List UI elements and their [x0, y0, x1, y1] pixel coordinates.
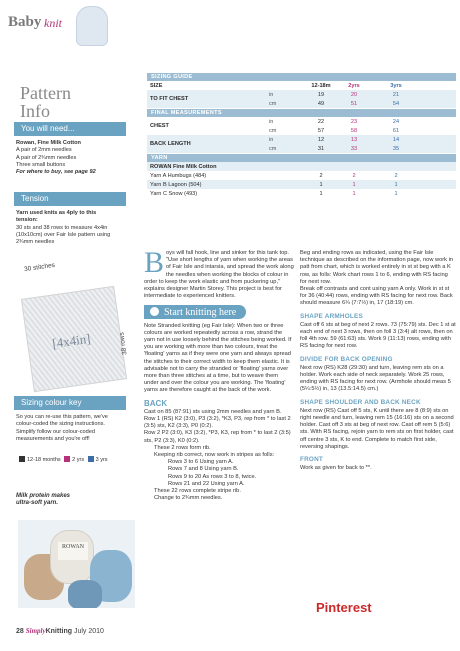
chart-paragraph-2: Break off contrasts and cont using yarn A only. Work in st st for 36 (40:44) rows, ending with RS facing for next row. Back should measure 6¼ (7:7½) in, 17 (18:19) cm.: [300, 286, 453, 307]
cell: in: [269, 91, 274, 98]
table-heading-yarn: YARN: [147, 154, 456, 162]
tension-text: [16, 210, 128, 246]
table-row: [147, 141, 456, 153]
cell: 22: [317, 118, 325, 125]
back-line: Rows 9 to 20 As rows 3 to 8, twice.: [168, 473, 257, 480]
need-item: A pair of 2¾mm needles: [16, 154, 77, 161]
drop-cap: B: [144, 246, 165, 279]
table-heading-final: FINAL MEASUREMENTS: [147, 109, 456, 117]
pattern-title-line2: Info: [20, 101, 50, 121]
cell: Yarn B Lagoon (504): [150, 181, 202, 188]
table-row: [147, 135, 456, 144]
page-footer: [16, 627, 104, 635]
swatch-size-label: [4x4in]: [51, 330, 92, 351]
cell: 54: [392, 100, 400, 107]
cell: 31: [317, 145, 325, 152]
table-row: [147, 81, 456, 90]
issue-date: July 2010: [73, 628, 104, 635]
yarn-band-label: ROWAN: [58, 542, 88, 560]
cell: 2: [394, 172, 398, 179]
cell: 1: [394, 181, 398, 188]
magazine-name: Simply: [25, 627, 46, 635]
tension-heading: Tension: [14, 192, 126, 206]
cell: 33: [350, 145, 358, 152]
size-legend: [17, 456, 108, 463]
legend-label: 3 yrs: [95, 457, 108, 463]
need-item: A pair of 2mm needles: [16, 147, 72, 154]
cell: Yarn C Snow (493): [150, 190, 198, 197]
cell: 20: [350, 91, 358, 98]
cell: 61: [392, 127, 400, 134]
cell: 58: [350, 127, 358, 134]
cell: 2yrs: [348, 82, 360, 89]
cell: 3yrs: [390, 82, 402, 89]
table-row: [147, 90, 456, 99]
table-row: [147, 171, 456, 180]
cell: ROWAN Fine Milk Cotton: [150, 163, 217, 170]
cell: 1: [352, 190, 356, 197]
cell: TO FIT CHEST: [150, 96, 189, 102]
instructions-column-2: [300, 250, 456, 472]
brand-part2: knit: [44, 16, 62, 30]
tension-line: (10x10cm) over Fair Isle pattern using: [16, 231, 111, 238]
cell: 1: [352, 181, 356, 188]
intro-paragraph: [144, 246, 294, 300]
back-line: These 2 rows form rib.: [154, 444, 211, 451]
back-opening-text: Next row (RS) K28 (29:30) and turn, leaving rem sts on a holder. Work each side of neck separately. Work 25 rows, ending with RS facing for next row. (Armhole should meas 5 (5¼:5½) in, 13 (13.5:14.5) cm.): [300, 364, 451, 393]
cell: Yarn A Humbugs (484): [150, 172, 207, 179]
armholes-heading: SHAPE ARMHOLES: [300, 312, 363, 320]
cell: BACK LENGTH: [150, 141, 191, 147]
need-item: Rowan, Fine Milk Cotton: [16, 140, 81, 146]
pinterest-watermark: Pinterest: [316, 600, 372, 615]
chart-paragraph: Beg and ending rows as indicated, using the Fair Isle technique as described on the information page, now work in patt from chart, which is worked entirely in st st beg with a K row, as folls: Work chart rows 1 to 6, ending with RS facing for next row.: [300, 250, 454, 285]
legend-swatch-blue: [88, 456, 94, 462]
back-line: Row 1 (RS) K2 (3:0), P3 (3:2), *K3, P3, rep from * to last 2 (3:5) sts, K2 (3:3), P0 (0:2).: [144, 416, 291, 430]
back-opening-heading: DIVIDE FOR BACK OPENING: [300, 355, 393, 363]
key-line: Simplify follow our colour-coded: [16, 428, 95, 435]
back-line: Change to 2¾mm needles.: [154, 495, 223, 502]
need-list: [16, 140, 128, 176]
cell: 51: [350, 100, 358, 107]
tension-line: 2¾mm needles: [16, 239, 55, 246]
you-will-need-heading: You will need...: [14, 122, 126, 136]
cell: 23: [350, 118, 358, 125]
yarn-ball-dark-blue: [68, 580, 102, 608]
cell: SIZE: [150, 82, 163, 89]
yarn-photo: [18, 520, 135, 608]
brand-logo: [4, 6, 112, 44]
cell: 1: [394, 190, 398, 197]
table-row: [147, 123, 456, 135]
cell: 24: [392, 118, 400, 125]
front-text: Work as given for back to **.: [300, 465, 372, 472]
cell: 19: [317, 91, 325, 98]
magazine-name-2: Knitting: [45, 628, 73, 635]
table-row: [147, 117, 456, 126]
cell: cm: [269, 127, 277, 134]
cell: 14: [392, 136, 400, 143]
cell: 57: [317, 127, 325, 134]
back-line: Row 2 P2 (3:0), K3 (3:2), *P3, K3, rep from * to last 2 (3:5) sts, P2 (3:3), K0 (0:2).: [144, 430, 291, 444]
brand-part1: Baby: [8, 14, 42, 30]
cell: 1: [319, 181, 323, 188]
cell: 1: [319, 190, 323, 197]
cell: 13: [350, 136, 358, 143]
sizing-table: [147, 73, 456, 198]
cell: cm: [269, 145, 277, 152]
swatch-rows-label: 38 rows: [118, 331, 129, 356]
back-line: Cast on 85 (87:91) sts using 2mm needles and yarn B.: [144, 408, 282, 415]
baby-photo: [76, 6, 108, 46]
tension-line: Yarn used knits as 4ply to this: [16, 210, 97, 216]
cell: 35: [392, 145, 400, 152]
back-line: Rows 3 to 6 Using yarn A.: [168, 459, 234, 466]
back-line: Rows 7 and 8 Using yarn B.: [168, 466, 239, 473]
front-heading: FRONT: [300, 456, 324, 464]
key-line: measurements and you're off!: [16, 435, 90, 442]
cell: 49: [317, 100, 325, 107]
intro-text: oys will fall hook, line and sinker for this tank top. "Use short lengths of yarn when working the areas of Fair Isle and intarsia, and spread the work along the needles when working the blocks of colour in order to keep the work elastic and from puckering up," explains designer Martin Storey. This project is best for intermediate to experienced knitters.: [144, 250, 294, 300]
back-line: Keeping rib correct, now work in stripes as folls:: [154, 452, 275, 459]
instructions-column-1: [144, 246, 294, 503]
tension-line: tension:: [16, 217, 38, 224]
cell: 12: [317, 136, 325, 143]
tension-line: 30 sts and 38 rows to measure 4x4in: [16, 224, 108, 231]
tension-swatch: [21, 286, 127, 392]
legend-swatch-pink: [64, 456, 70, 462]
cell: 2: [319, 172, 323, 179]
legend-label: 2 yrs: [72, 457, 85, 463]
back-line: Rows 21 and 22 Using yarn A.: [168, 480, 245, 487]
note-paragraph: Note Stranded knitting (eg Fair Isle): When two or three colours are worked repeatedly across a row, strand the yarn not in use loosely behind the stitches being worked. If you are working with more than two colours, treat the 'floating' yarns as if they were one yarn and always spread the stitches to their correct width to keep them elastic. It is advisable not to carry the stranded or 'floating' yarns over more than three stitches at a time, but to weave them under and over the colour you are working. The 'floating' yarns are therefore caught at the back of the work.: [144, 322, 292, 394]
back-line: These 22 rows complete stripe rib.: [154, 488, 241, 495]
key-line: colour-coded the sizing instructions.: [16, 421, 105, 428]
pattern-title-line1: Pattern: [20, 83, 71, 103]
table-row: [147, 189, 456, 198]
sizing-key-text: [16, 414, 128, 443]
cell: in: [269, 136, 274, 143]
table-heading-sizing: SIZING GUIDE: [147, 73, 456, 81]
table-row: [147, 99, 456, 108]
need-item: For where to buy, see page 92: [16, 169, 96, 176]
cell: CHEST: [150, 123, 169, 129]
page-number: 28: [16, 628, 24, 635]
cell: in: [269, 118, 274, 125]
cell: 12-18m: [311, 82, 331, 89]
legend-label: 12-18 months: [27, 457, 61, 463]
cell: 21: [392, 91, 400, 98]
back-heading: BACK: [144, 398, 168, 408]
bullet-icon: [150, 307, 159, 316]
sizing-key-heading: Sizing colour key: [14, 396, 126, 410]
cell: 2: [352, 172, 356, 179]
photo-caption: Milk protein makes ultra-soft yarn.: [16, 493, 71, 506]
shoulder-heading: SHAPE SHOULDER AND BACK NECK: [300, 398, 421, 406]
table-row: [147, 162, 456, 171]
key-line: So you can re-use this pattern, we've: [16, 414, 108, 420]
legend-swatch-black: [19, 456, 25, 462]
start-knitting-heading: [144, 305, 246, 318]
swatch-stitches-label: 30 stitches: [23, 261, 56, 274]
need-item: Three small buttons: [16, 161, 66, 168]
cell: cm: [269, 100, 277, 107]
table-row: [147, 180, 456, 189]
start-knitting-label: Start knitting here: [164, 307, 237, 319]
armholes-text: Cast off 6 sts at beg of next 2 rows. 73 (75:79) sts. Dec 1 st at each end of next 3 rows, then on foll 3 (3:4) alt rows, then on foll 4th row. 59 (61:63) sts. Work 9 (11:13) rows, ending with RS facing for next row.: [300, 321, 456, 350]
shoulder-text: Next row (RS) Cast off 5 sts, K until there are 8 (8:9) sts on right needle and turn, leaving rem 15 (16:16) sts on a second holder. Cast off 3 sts at beg of next row. Cast off rem 5 (5:6) sts. With RS facing, rejoin yarn to rem sts on first holder, cast off centre 3 sts, K to end. Complete to match first side, reversing shapings.: [300, 407, 454, 450]
